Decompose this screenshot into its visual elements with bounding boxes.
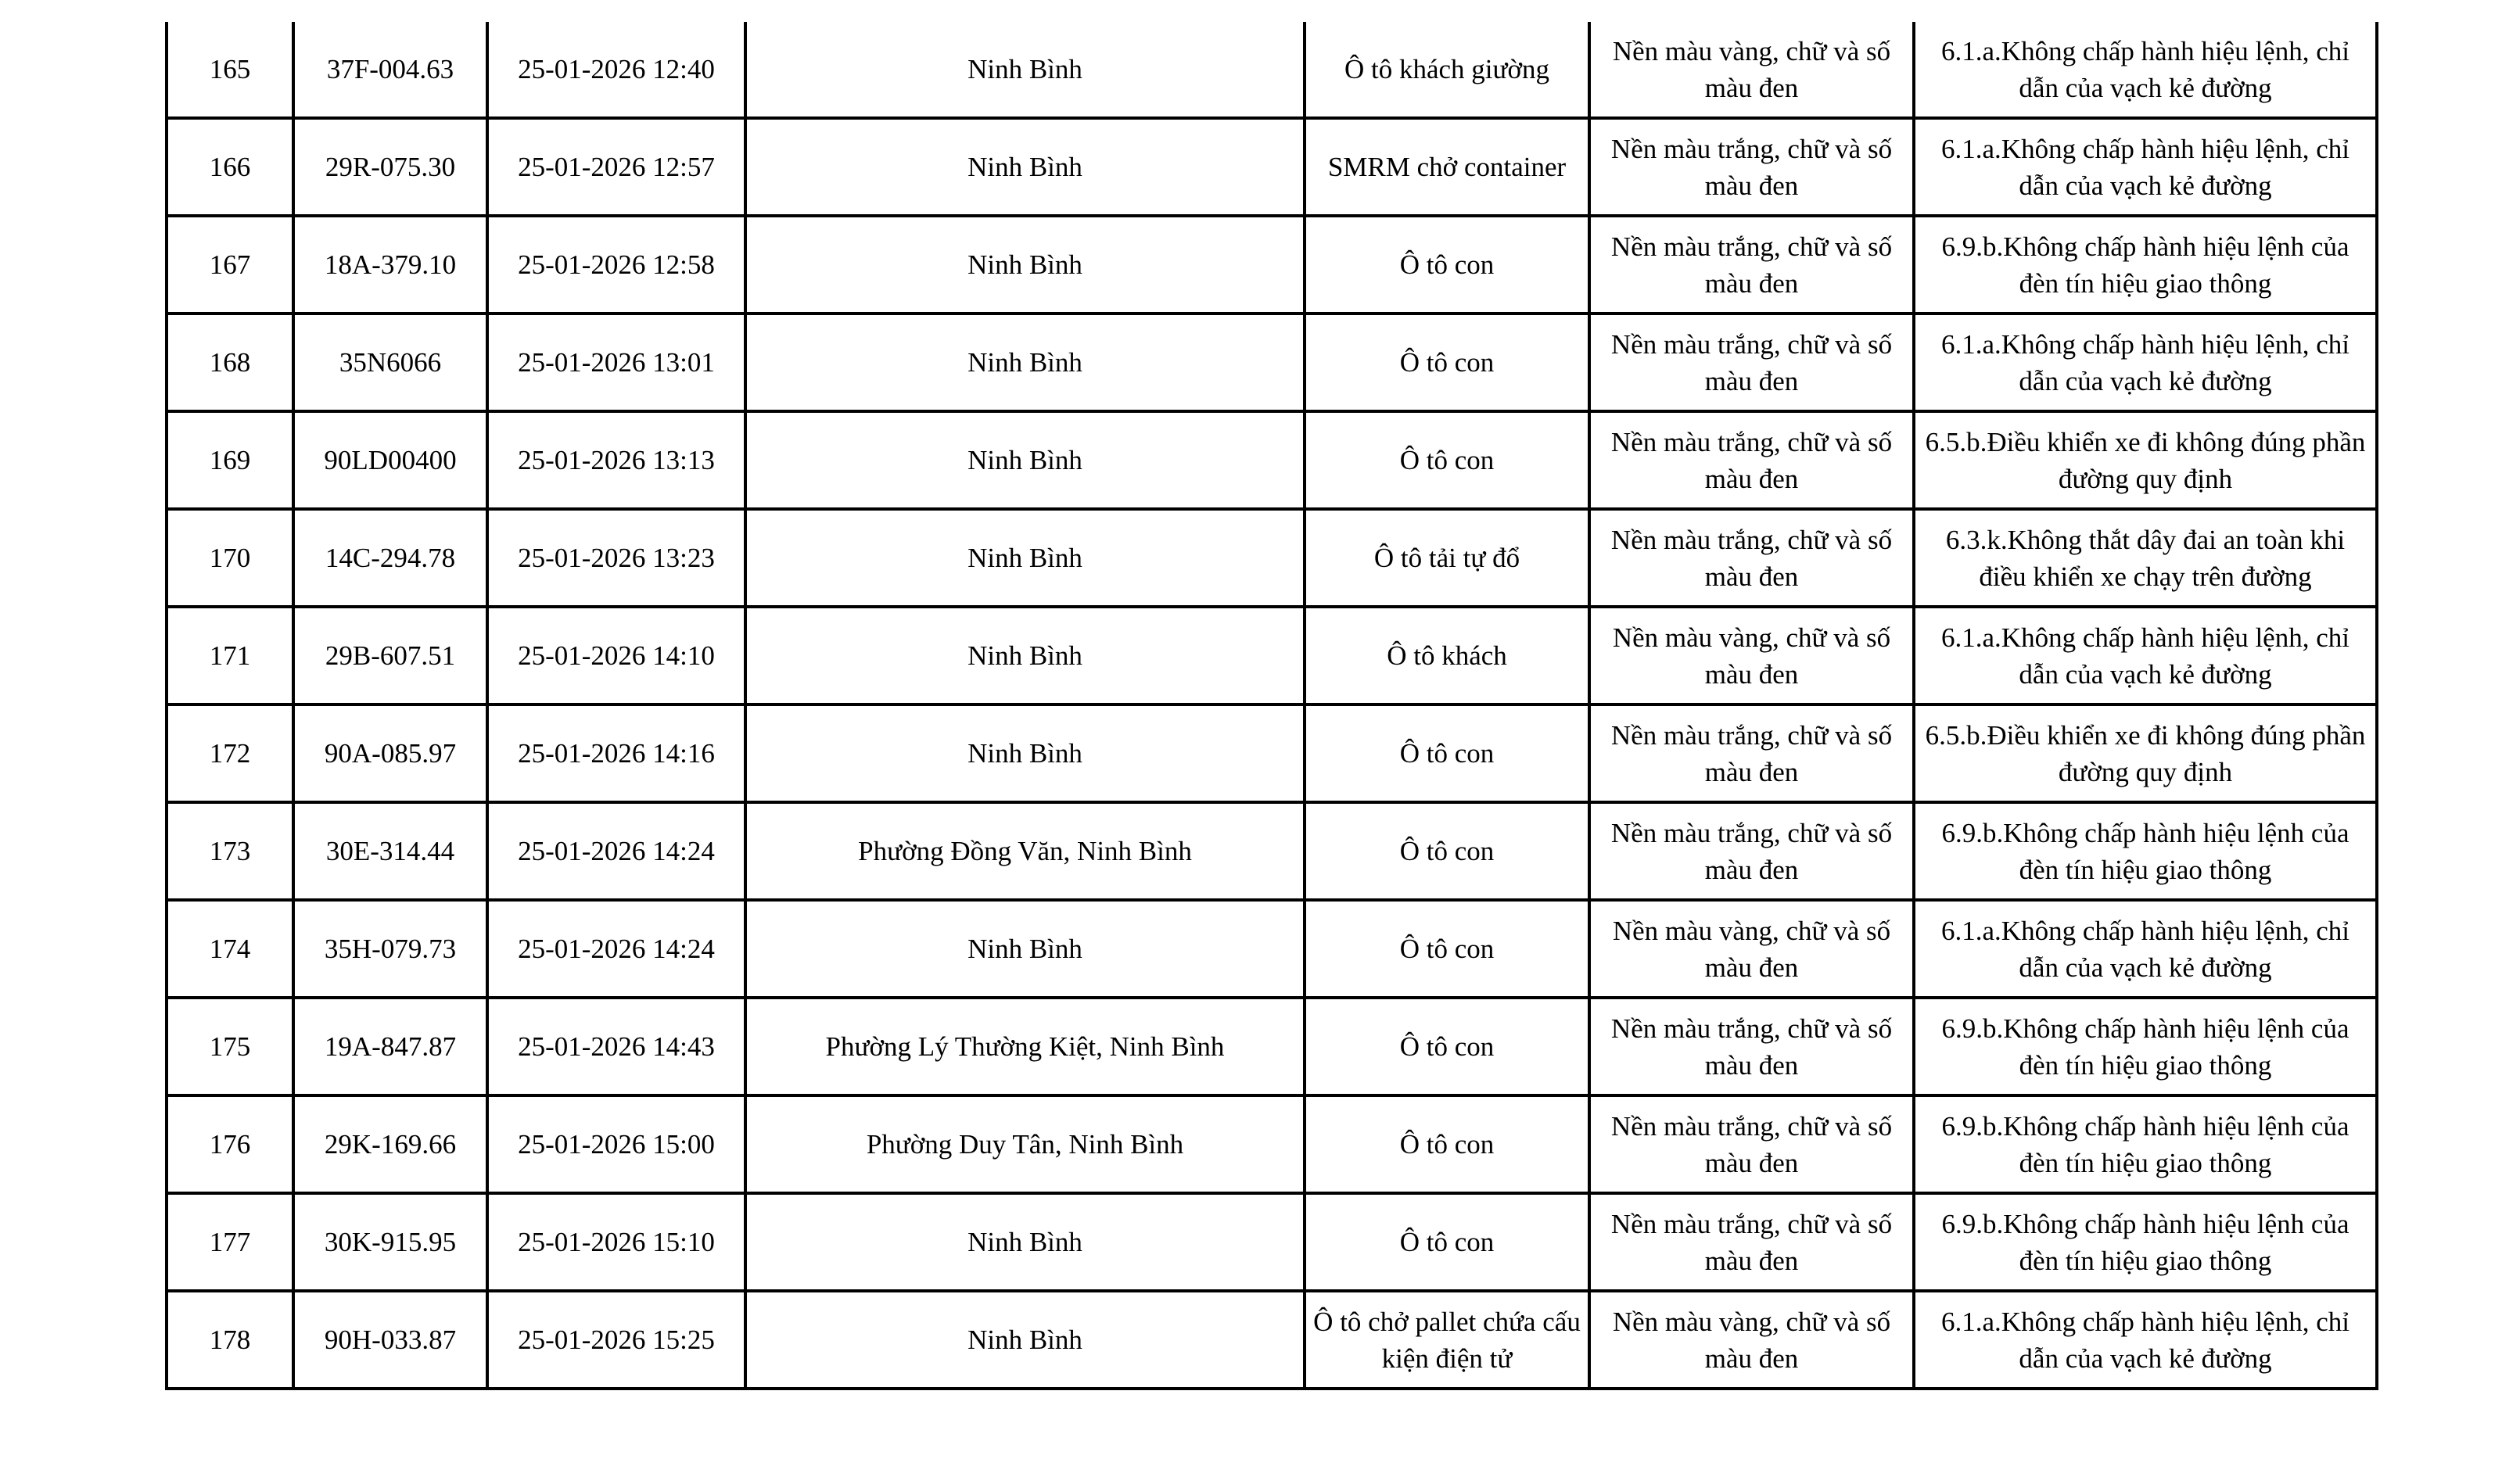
violation-cell: 6.9.b.Không chấp hành hiệu lệnh của đèn tín hiệu giao thông — [1914, 1095, 2377, 1193]
vehicle-type-cell: Ô tô con — [1305, 802, 1589, 900]
location-cell: Ninh Bình — [745, 118, 1305, 216]
violation-time-cell: 25-01-2026 14:43 — [487, 998, 745, 1095]
plate-color-cell: Nền màu trắng, chữ và số màu đen — [1589, 1193, 1914, 1291]
row-number-cell: 178 — [167, 1291, 293, 1389]
table-row — [167, 509, 2377, 607]
table-row — [167, 22, 2377, 118]
plate-color-cell: Nền màu trắng, chữ và số màu đen — [1589, 704, 1914, 802]
violation-cell: 6.1.a.Không chấp hành hiệu lệnh, chỉ dẫn của vạch kẻ đường — [1914, 1291, 2377, 1389]
location-cell: Ninh Bình — [745, 509, 1305, 607]
table-row — [167, 1291, 2377, 1389]
license-plate-cell: 90H-033.87 — [293, 1291, 487, 1389]
license-plate-cell: 35H-079.73 — [293, 900, 487, 998]
vehicle-type-cell: Ô tô khách giường — [1305, 22, 1589, 118]
license-plate-cell: 37F-004.63 — [293, 22, 487, 118]
violation-time-cell: 25-01-2026 12:40 — [487, 22, 745, 118]
license-plate-cell: 18A-379.10 — [293, 216, 487, 314]
plate-color-cell: Nền màu vàng, chữ và số màu đen — [1589, 22, 1914, 118]
location-cell: Phường Duy Tân, Ninh Bình — [745, 1095, 1305, 1193]
plate-color-cell: Nền màu trắng, chữ và số màu đen — [1589, 802, 1914, 900]
vehicle-type-cell: Ô tô tải tự đổ — [1305, 509, 1589, 607]
plate-color-cell: Nền màu vàng, chữ và số màu đen — [1589, 607, 1914, 704]
row-number-cell: 175 — [167, 998, 293, 1095]
plate-color-cell: Nền màu trắng, chữ và số màu đen — [1589, 998, 1914, 1095]
license-plate-cell: 90LD00400 — [293, 411, 487, 509]
location-cell: Ninh Bình — [745, 1193, 1305, 1291]
license-plate-cell: 30K-915.95 — [293, 1193, 487, 1291]
violation-cell: 6.9.b.Không chấp hành hiệu lệnh của đèn tín hiệu giao thông — [1914, 216, 2377, 314]
plate-color-cell: Nền màu trắng, chữ và số màu đen — [1589, 1095, 1914, 1193]
table-row — [167, 802, 2377, 900]
plate-color-cell: Nền màu trắng, chữ và số màu đen — [1589, 314, 1914, 411]
location-cell: Ninh Bình — [745, 607, 1305, 704]
table-row — [167, 1193, 2377, 1291]
vehicle-type-cell: Ô tô con — [1305, 998, 1589, 1095]
vehicle-type-cell: Ô tô con — [1305, 1193, 1589, 1291]
location-cell: Ninh Bình — [745, 900, 1305, 998]
table-row — [167, 607, 2377, 704]
table-row — [167, 704, 2377, 802]
license-plate-cell: 90A-085.97 — [293, 704, 487, 802]
vehicle-type-cell: Ô tô con — [1305, 314, 1589, 411]
location-cell: Phường Đồng Văn, Ninh Bình — [745, 802, 1305, 900]
row-number-cell: 171 — [167, 607, 293, 704]
violation-cell: 6.5.b.Điều khiển xe đi không đúng phần đường quy định — [1914, 411, 2377, 509]
row-number-cell: 174 — [167, 900, 293, 998]
violation-cell: 6.9.b.Không chấp hành hiệu lệnh của đèn tín hiệu giao thông — [1914, 802, 2377, 900]
license-plate-cell: 29K-169.66 — [293, 1095, 487, 1193]
location-cell: Ninh Bình — [745, 1291, 1305, 1389]
table-row — [167, 900, 2377, 998]
vehicle-type-cell: Ô tô con — [1305, 411, 1589, 509]
violation-time-cell: 25-01-2026 15:25 — [487, 1291, 745, 1389]
violation-time-cell: 25-01-2026 14:16 — [487, 704, 745, 802]
license-plate-cell: 30E-314.44 — [293, 802, 487, 900]
row-number-cell: 166 — [167, 118, 293, 216]
violation-time-cell: 25-01-2026 12:58 — [487, 216, 745, 314]
table-row — [167, 314, 2377, 411]
row-number-cell: 167 — [167, 216, 293, 314]
table-row — [167, 411, 2377, 509]
location-cell: Phường Lý Thường Kiệt, Ninh Bình — [745, 998, 1305, 1095]
license-plate-cell: 14C-294.78 — [293, 509, 487, 607]
vehicle-type-cell: Ô tô con — [1305, 900, 1589, 998]
location-cell: Ninh Bình — [745, 704, 1305, 802]
vehicle-type-cell: Ô tô con — [1305, 216, 1589, 314]
violation-cell: 6.5.b.Điều khiển xe đi không đúng phần đường quy định — [1914, 704, 2377, 802]
plate-color-cell: Nền màu vàng, chữ và số màu đen — [1589, 900, 1914, 998]
table-row — [167, 216, 2377, 314]
violation-time-cell: 25-01-2026 14:24 — [487, 802, 745, 900]
violation-time-cell: 25-01-2026 13:13 — [487, 411, 745, 509]
violation-cell: 6.9.b.Không chấp hành hiệu lệnh của đèn tín hiệu giao thông — [1914, 1193, 2377, 1291]
violation-time-cell: 25-01-2026 15:10 — [487, 1193, 745, 1291]
table-body — [167, 22, 2377, 1389]
plate-color-cell: Nền màu trắng, chữ và số màu đen — [1589, 118, 1914, 216]
violation-cell: 6.1.a.Không chấp hành hiệu lệnh, chỉ dẫn của vạch kẻ đường — [1914, 118, 2377, 216]
violation-cell: 6.1.a.Không chấp hành hiệu lệnh, chỉ dẫn của vạch kẻ đường — [1914, 22, 2377, 118]
table-row — [167, 1095, 2377, 1193]
vehicle-type-cell: Ô tô khách — [1305, 607, 1589, 704]
row-number-cell: 169 — [167, 411, 293, 509]
vehicle-type-cell: SMRM chở container — [1305, 118, 1589, 216]
location-cell: Ninh Bình — [745, 314, 1305, 411]
license-plate-cell: 29R-075.30 — [293, 118, 487, 216]
violation-cell: 6.3.k.Không thắt dây đai an toàn khi điều khiển xe chạy trên đường — [1914, 509, 2377, 607]
violations-table — [165, 22, 2378, 1390]
location-cell: Ninh Bình — [745, 216, 1305, 314]
violation-time-cell: 25-01-2026 13:01 — [487, 314, 745, 411]
plate-color-cell: Nền màu vàng, chữ và số màu đen — [1589, 1291, 1914, 1389]
vehicle-type-cell: Ô tô con — [1305, 1095, 1589, 1193]
violation-time-cell: 25-01-2026 15:00 — [487, 1095, 745, 1193]
plate-color-cell: Nền màu trắng, chữ và số màu đen — [1589, 411, 1914, 509]
row-number-cell: 177 — [167, 1193, 293, 1291]
violation-cell: 6.1.a.Không chấp hành hiệu lệnh, chỉ dẫn của vạch kẻ đường — [1914, 607, 2377, 704]
location-cell: Ninh Bình — [745, 22, 1305, 118]
violation-time-cell: 25-01-2026 14:24 — [487, 900, 745, 998]
license-plate-cell: 19A-847.87 — [293, 998, 487, 1095]
row-number-cell: 172 — [167, 704, 293, 802]
row-number-cell: 176 — [167, 1095, 293, 1193]
plate-color-cell: Nền màu trắng, chữ và số màu đen — [1589, 216, 1914, 314]
location-cell: Ninh Bình — [745, 411, 1305, 509]
license-plate-cell: 35N6066 — [293, 314, 487, 411]
vehicle-type-cell: Ô tô chở pallet chứa cấu kiện điện tử — [1305, 1291, 1589, 1389]
row-number-cell: 173 — [167, 802, 293, 900]
vehicle-type-cell: Ô tô con — [1305, 704, 1589, 802]
plate-color-cell: Nền màu trắng, chữ và số màu đen — [1589, 509, 1914, 607]
violation-time-cell: 25-01-2026 13:23 — [487, 509, 745, 607]
row-number-cell: 170 — [167, 509, 293, 607]
violation-time-cell: 25-01-2026 14:10 — [487, 607, 745, 704]
license-plate-cell: 29B-607.51 — [293, 607, 487, 704]
violation-cell: 6.1.a.Không chấp hành hiệu lệnh, chỉ dẫn của vạch kẻ đường — [1914, 314, 2377, 411]
violation-cell: 6.9.b.Không chấp hành hiệu lệnh của đèn tín hiệu giao thông — [1914, 998, 2377, 1095]
row-number-cell: 165 — [167, 22, 293, 118]
violation-time-cell: 25-01-2026 12:57 — [487, 118, 745, 216]
table-row — [167, 998, 2377, 1095]
violation-cell: 6.1.a.Không chấp hành hiệu lệnh, chỉ dẫn của vạch kẻ đường — [1914, 900, 2377, 998]
table-row — [167, 118, 2377, 216]
row-number-cell: 168 — [167, 314, 293, 411]
